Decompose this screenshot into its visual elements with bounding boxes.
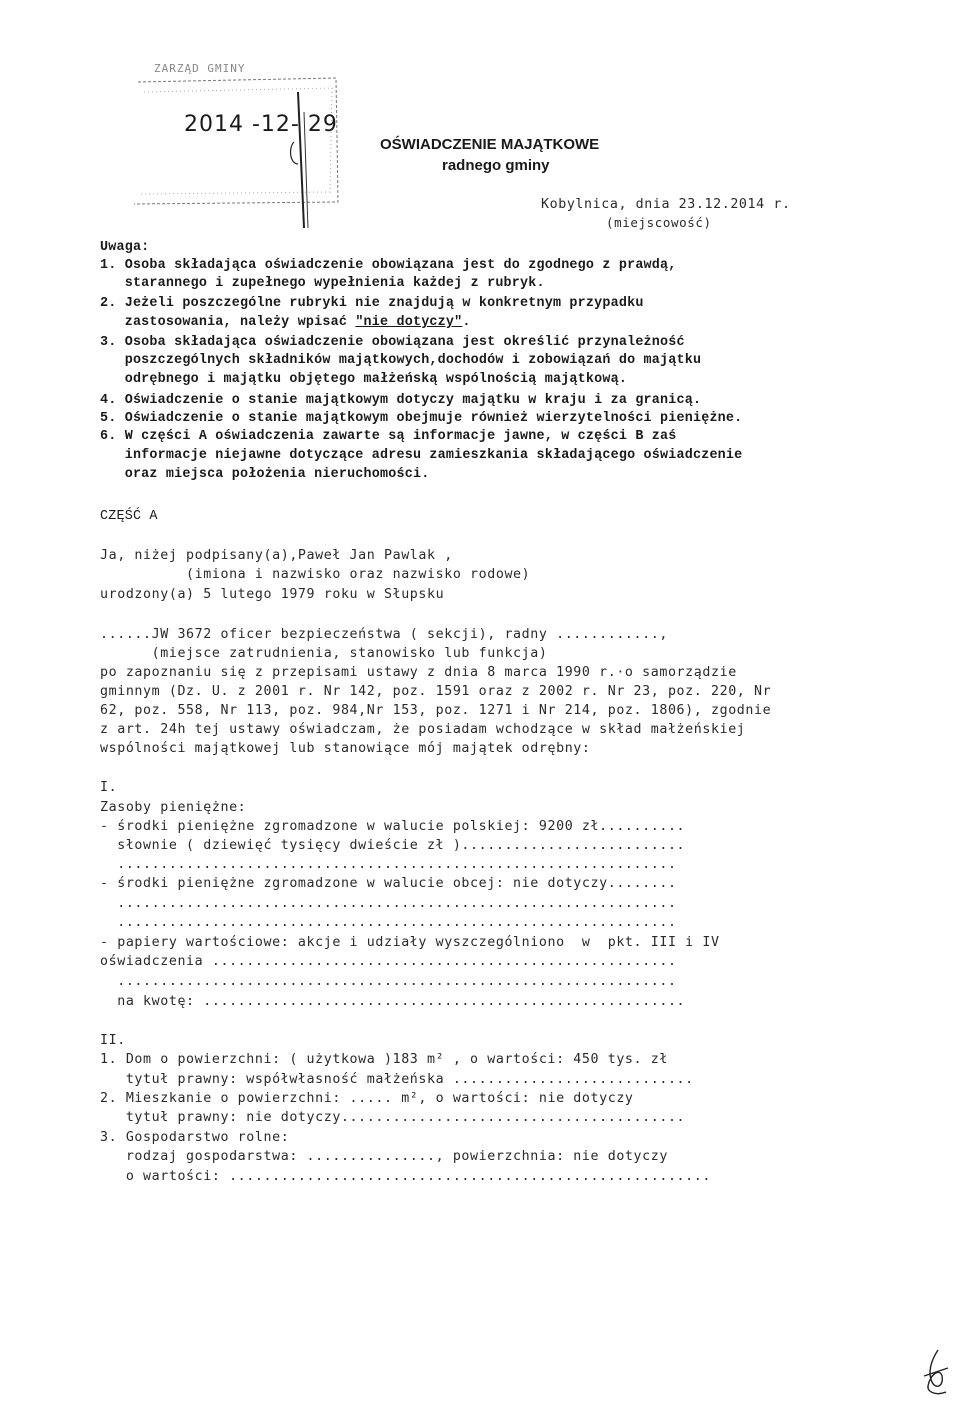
note-4: 4. Oświadczenie o stanie majątkowym dotyczy majątku w kraju i za granicą.: [100, 393, 702, 408]
section-2-line-6: rodzaj gospodarstwa: ..............., powierzchnia: nie dotyczy: [100, 1149, 668, 1164]
part-a-line-5: (miejsce zatrudnienia, stanowisko lub funkcja): [100, 646, 548, 661]
note-6b: informacje niejawne dotyczące adresu zamieszkania składającego oświadczenie: [100, 448, 743, 463]
stamp-frame: [108, 52, 348, 228]
received-stamp: [108, 52, 348, 228]
part-a-line-4: ......JW 3672 oficer bezpieczeństwa ( sekcji), radny ............,: [100, 627, 668, 642]
section-1-number: I.: [100, 780, 118, 795]
note-3c: odrębnego i majątku objętego małżeńską wspólnością majątkową.: [100, 372, 628, 387]
part-a-line-9: z art. 24h tej ustawy oświadczam, że posiadam wchodzące w skład małżeńskiej: [100, 722, 746, 737]
signature-mark: [918, 1346, 954, 1398]
section-1-line-6: .................................................................: [100, 915, 677, 930]
note-6c: oraz miejsca położenia nieruchomości.: [100, 467, 430, 482]
section-1-line-4: - środki pieniężne zgromadzone w walucie obcej: nie dotyczy........: [100, 876, 677, 891]
part-a-line-8: 62, poz. 558, Nr 113, poz. 984,Nr 153, poz. 1271 i Nr 214, poz. 1806), zgodnie: [100, 703, 772, 718]
document-title: OŚWIADCZENIE MAJĄTKOWE: [380, 136, 600, 153]
note-3a: 3. Osoba składająca oświadczenie obowiązana jest określić przynależność: [100, 335, 685, 350]
note-1a: 1. Osoba składająca oświadczenie obowiązana jest do zgodnego z prawdą,: [100, 258, 677, 273]
stamp-header: ZARZĄD GMINY: [154, 62, 246, 75]
note-1b: starannego i zupełnego wypełnienia każdej z rubryk.: [100, 276, 545, 291]
section-1-line-9: .................................................................: [100, 974, 677, 989]
stamp-date: 2014 -12- 29: [184, 112, 338, 137]
handwritten-initials: [918, 1346, 954, 1403]
part-a-line-10: wspólności majątkowej lub stanowiące mój majątek odrębny:: [100, 741, 591, 756]
section-1-line-2: słownie ( dziewięć tysięcy dwieście zł )..........................: [100, 838, 686, 853]
section-2-line-7: o wartości: ........................................................: [100, 1169, 711, 1184]
section-1-line-10: na kwotę: ........................................................: [100, 994, 686, 1009]
section-1-line-8: oświadczenia ......................................................: [100, 954, 677, 969]
note-6a: 6. W części A oświadczenia zawarte są informacje jawne, w części B zaś: [100, 429, 677, 444]
part-a-heading: CZĘŚĆ A: [100, 509, 158, 524]
part-a-line-6: po zapoznaniu się z przepisami ustawy z dnia 8 marca 1990 r.·o samorządzie: [100, 665, 737, 680]
note-2b: [100, 315, 471, 330]
note-3b: poszczególnych składników majątkowych,dochodów i zobowiązań do majątku: [100, 353, 702, 368]
section-2-line-3: 2. Mieszkanie o powierzchni: ..... m², o wartości: nie dotyczy: [100, 1091, 634, 1106]
section-1-line-5: .................................................................: [100, 896, 677, 911]
note-2b-pre: zastosowania, należy wpisać: [100, 315, 356, 330]
section-1-line-3: .................................................................: [100, 857, 677, 872]
part-a-line-3: urodzony(a) 5 lutego 1979 roku w Słupsku: [100, 587, 445, 602]
document-subtitle: radnego gminy: [442, 157, 550, 174]
section-1-line-1: - środki pieniężne zgromadzone w walucie polskiej: 9200 zł..........: [100, 819, 686, 834]
note-2b-underlined: "nie dotyczy": [355, 315, 463, 330]
note-2b-post: .: [462, 315, 471, 330]
part-a-line-7: gminnym (Dz. U. z 2001 r. Nr 142, poz. 1591 oraz z 2002 r. Nr 23, poz. 220, Nr: [100, 684, 772, 699]
note-5: 5. Oświadczenie o stanie majątkowym obejmuje również wierzytelności pieniężne.: [100, 411, 743, 426]
place-caption: (miejscowość): [606, 215, 712, 230]
place-date: Kobylnica, dnia 23.12.2014 r.: [541, 197, 791, 212]
section-1-line-7: - papiery wartościowe: akcje i udziały wyszczególniono w pkt. III i IV: [100, 935, 720, 950]
section-2-line-5: 3. Gospodarstwo rolne:: [100, 1130, 290, 1145]
part-a-line-1: Ja, niżej podpisany(a),Paweł Jan Pawlak ,: [100, 548, 453, 563]
section-1-heading: Zasoby pieniężne:: [100, 800, 247, 815]
notes-heading: Uwaga:: [100, 240, 150, 255]
section-2-line-2: tytuł prawny: współwłasność małżeńska ............................: [100, 1072, 694, 1087]
section-2-line-1: 1. Dom o powierzchni: ( użytkowa )183 m² , o wartości: 450 tys. zł: [100, 1052, 668, 1067]
note-2a: 2. Jeżeli poszczególne rubryki nie znajdują w konkretnym przypadku: [100, 296, 644, 311]
section-2-number: II.: [100, 1033, 126, 1048]
part-a-line-2: (imiona i nazwisko oraz nazwisko rodowe): [100, 567, 531, 582]
section-2-line-4: tytuł prawny: nie dotyczy........................................: [100, 1110, 686, 1125]
